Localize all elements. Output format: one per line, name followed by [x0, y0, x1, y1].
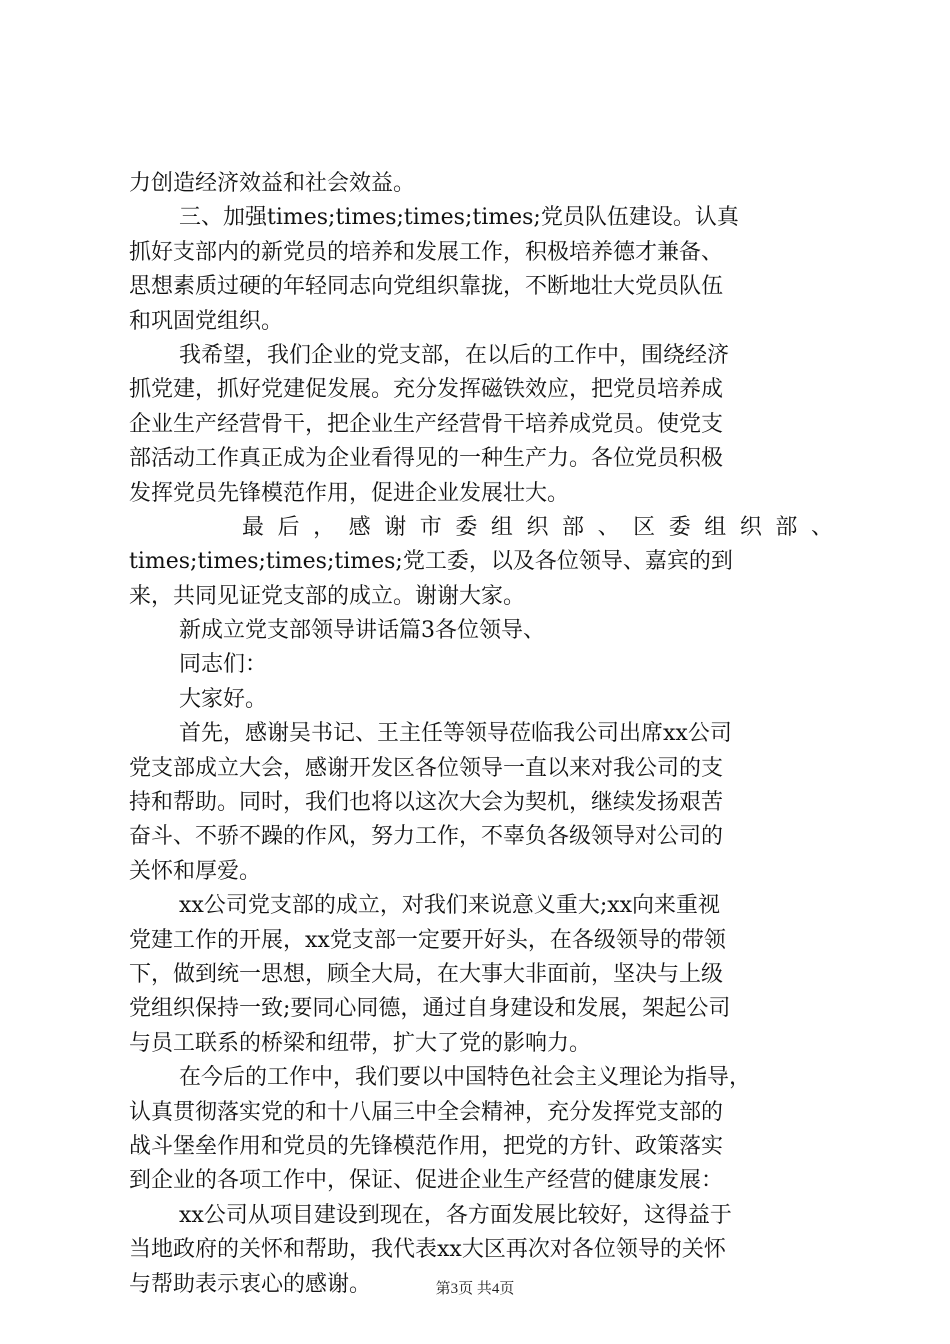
- text-line: 力创造经济效益和社会效益。: [129, 171, 416, 196]
- text-line: 抓好支部内的新党员的培养和发展工作，积极培养德才兼备、: [129, 239, 724, 265]
- text-line: 最后，感谢市委组织部、区委组织部、: [242, 514, 833, 540]
- text-line: 首先，感谢吴书记、王主任等领导莅临我公司出席xx公司: [179, 721, 732, 747]
- text-line: 与员工联系的桥梁和纽带，扩大了党的影响力。: [129, 1030, 592, 1056]
- text-line: 抓党建，抓好党建促发展。充分发挥磁铁效应，把党员培养成: [129, 377, 724, 403]
- text-line: xx公司从项目建设到现在，各方面发展比较好，这得益于: [179, 1202, 732, 1228]
- text-line: 同志们：: [179, 652, 268, 678]
- text-line: 思想素质过硬的年轻同志向党组织靠拢，不断地壮大党员队伍: [129, 274, 724, 300]
- text-line: 我希望，我们企业的党支部，在以后的工作中，围绕经济: [179, 342, 730, 368]
- text-line: 认真贯彻落实党的和十八届三中全会精神，充分发挥党支部的: [129, 1099, 724, 1125]
- text-line: 企业生产经营骨干，把企业生产经营骨干培养成党员。使党支: [129, 411, 724, 437]
- document-body: [129, 167, 833, 1302]
- text-line: 下，做到统一思想，顾全大局，在大事大非面前，坚决与上级: [129, 961, 724, 987]
- text-line: 在今后的工作中，我们要以中国特色社会主义理论为指导，: [179, 1065, 752, 1091]
- text-line: 党建工作的开展，xx党支部一定要开好头，在各级领导的带领: [129, 927, 726, 953]
- text-line: xx公司党支部的成立，对我们来说意义重大;xx向来重视: [179, 893, 721, 919]
- text-line: 持和帮助。同时，我们也将以这次大会为契机，继续发扬艰苦: [129, 790, 724, 816]
- text-line: 关怀和厚爱。: [129, 858, 262, 884]
- text-line: 党组织保持一致;要同心同德，通过自身建设和发展，架起公司: [129, 996, 731, 1022]
- text-line: times;times;times;times;党工委，以及各位领导、嘉宾的到: [129, 549, 733, 575]
- text-line: 到企业的各项工作中，保证、促进企业生产经营的健康发展：: [129, 1168, 724, 1194]
- text-line: 当地政府的关怀和帮助，我代表xx大区再次对各位领导的关怀: [129, 1237, 726, 1263]
- text-line: 来，共同见证党支部的成立。谢谢大家。: [129, 583, 526, 609]
- page-number-footer: 第3页 共4页: [435, 1281, 515, 1297]
- text-line: 党支部成立大会，感谢开发区各位领导一直以来对我公司的支: [129, 755, 724, 781]
- text-line: 和巩固党组织。: [129, 308, 284, 334]
- text-line: 与帮助表示衷心的感谢。: [129, 1271, 372, 1297]
- text-line: 三、加强times;times;times;times;党员队伍建设。认真: [179, 205, 739, 231]
- text-line: 奋斗、不骄不躁的作风，努力工作，不辜负各级领导对公司的: [129, 824, 724, 850]
- text-line: 新成立党支部领导讲话篇3各位领导、: [179, 618, 545, 644]
- text-line: 部活动工作真正成为企业看得见的一种生产力。各位党员积极: [129, 446, 724, 472]
- text-line: 大家好。: [179, 686, 268, 712]
- text-line: 发挥党员先锋模范作用，促进企业发展壮大。: [129, 480, 570, 506]
- text-line: 战斗堡垒作用和党员的先锋模范作用，把党的方针、政策落实: [129, 1133, 724, 1159]
